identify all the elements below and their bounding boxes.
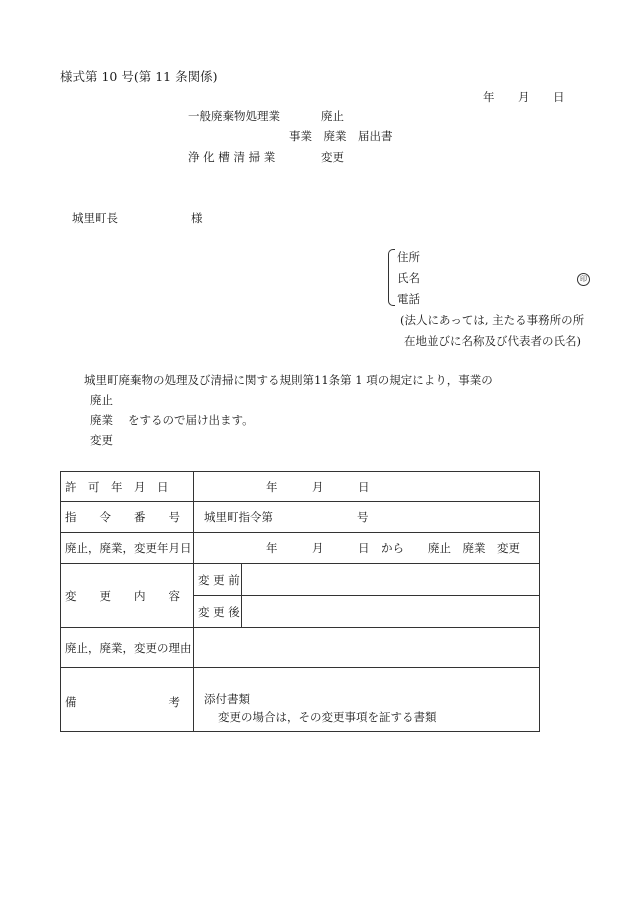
date-year-label: 年 [483, 90, 495, 104]
before-label-cell [194, 564, 242, 596]
row-effective-date [61, 533, 540, 564]
change-content-label: 変 更 内 容 [65, 588, 180, 603]
title-middle-line: 事業 廃業 届出書 [289, 129, 393, 143]
order-prefix: 城里町指令第 [204, 510, 273, 524]
order-number-value-cell[interactable] [194, 502, 540, 533]
before-value-cell[interactable] [242, 564, 540, 596]
body-suffix: をするので届け出ます。 [128, 413, 254, 427]
title-business-general: 一般廃棄物処理業 [188, 109, 280, 123]
body-option-closure: 廃業 [90, 413, 113, 427]
applicant-address-label: 住所 [397, 250, 420, 264]
addressee-honorific: 様 [191, 211, 203, 225]
after-value-cell[interactable] [242, 596, 540, 628]
applicant-phone-label: 電話 [397, 292, 420, 306]
applicant-name-label: 氏名 [397, 271, 420, 285]
body-option-change: 変更 [90, 433, 113, 447]
notification-table [60, 471, 540, 732]
order-number-label: 指 令 番 号 [65, 510, 180, 524]
row-permit-date [61, 472, 540, 502]
permit-date-label: 許 可 年 月 日 [65, 479, 169, 494]
applicant-note-line2: 在地並びに名称及び代表者の氏名) [404, 334, 581, 348]
effective-options: 廃止 廃業 変更 [428, 541, 520, 555]
before-label: 変 更 前 [198, 572, 240, 587]
permit-date-value-cell[interactable] [194, 472, 540, 502]
after-label-cell [194, 596, 242, 628]
body-sentence: 城里町廃棄物の処理及び清掃に関する規則第11条第 1 項の規定により，事業の [84, 373, 493, 387]
applicant-note-line1: (法人にあっては, 主たる事務所の所 [400, 313, 585, 327]
reason-label: 廃止，廃業，変更の理由 [65, 640, 192, 655]
row-remarks [61, 668, 540, 732]
remarks-label-cell [61, 668, 194, 732]
date-day-label: 日 [553, 90, 565, 104]
order-number-label-cell [61, 502, 194, 533]
effective-date-value-cell[interactable] [194, 533, 540, 564]
reason-label-cell [61, 628, 194, 668]
effective-date-value: 年 月 日 から [266, 541, 404, 555]
effective-date-label-cell [61, 533, 194, 564]
applicant-brace [388, 249, 395, 306]
order-suffix: 号 [357, 510, 369, 524]
remarks-value-cell[interactable] [194, 668, 540, 732]
row-order-number [61, 502, 540, 533]
change-content-label-cell [61, 564, 194, 628]
permit-date-label-cell [61, 472, 194, 502]
effective-date-label: 廃止，廃業，変更年月日 [65, 541, 192, 555]
title-option-abolish: 廃止 [321, 109, 344, 123]
remarks-label: 備 考 [65, 695, 180, 709]
body-option-abolish: 廃止 [90, 393, 113, 407]
title-option-change: 変更 [321, 150, 344, 164]
form-number: 様式第 10 号(第 11 条関係) [60, 69, 218, 84]
row-change-before [61, 564, 540, 596]
title-business-septic: 浄 化 槽 清 掃 業 [188, 150, 276, 164]
seal-mark: 印 [577, 273, 590, 286]
addressee-name: 城里町長 [72, 211, 118, 225]
date-month-label: 月 [518, 90, 530, 104]
attachments-detail: 変更の場合は，その変更事項を証する書類 [218, 710, 437, 725]
reason-value-cell[interactable] [194, 628, 540, 668]
row-reason [61, 628, 540, 668]
attachments-title: 添付書類 [204, 692, 250, 706]
permit-date-value: 年 月 日 [266, 479, 370, 494]
after-label: 変 更 後 [198, 604, 240, 619]
